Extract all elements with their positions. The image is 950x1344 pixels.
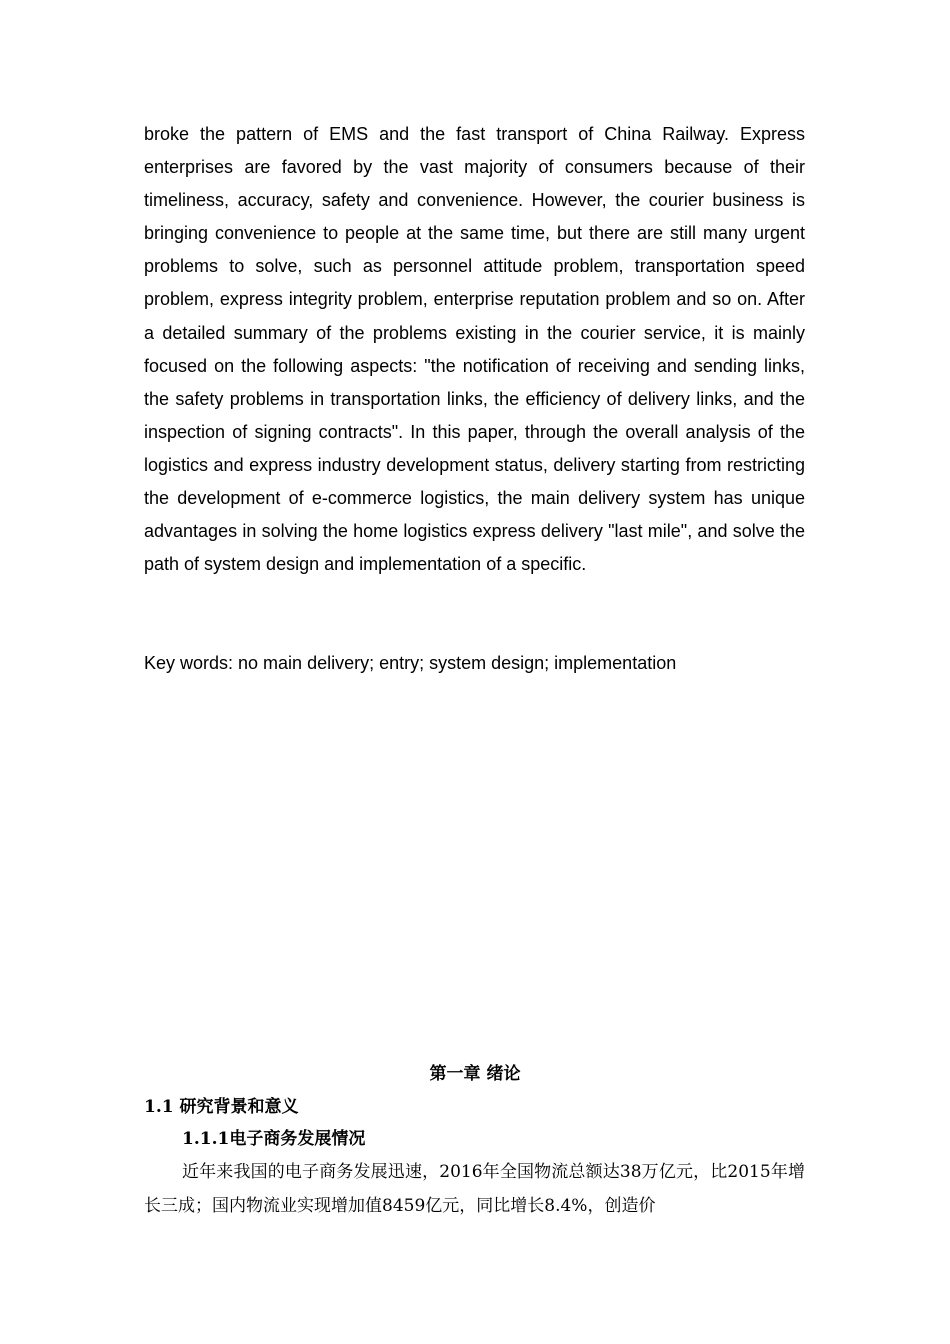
section-heading: 1.1 研究背景和意义 — [144, 1097, 299, 1117]
keywords-line: Key words: no main delivery; entry; system design; implementation — [144, 653, 677, 673]
abstract-paragraph: broke the pattern of EMS and the fast transport of China Railway. Express enterprises are favored by the vast majority of consumers because of their timeliness, accuracy, safety and convenience. However, the courier business is bringing convenience to people at the same time, but there are still many urgent problems to solve, such as personnel attitude problem, transportation speed problem, express integrity problem, enterprise reputation problem and so on. After a detailed summary of the problems existing in the courier service, it is mainly focused on the following aspects: "the notification of receiving and sending links, the safety problems in transportation links, the efficiency of delivery links, and the inspection of signing contracts". In this paper, through the overall analysis of the logistics and express industry development status, delivery starting from restricting the development of e-commerce logistics, the main delivery system has unique advantages in solving the home logistics express delivery "last mile", and solve the path of system design and implementation of a specific. — [144, 124, 805, 575]
chapter-title: 第一章 绪论 — [429, 1064, 521, 1084]
subsection-heading: 1.1.1电子商务发展情况 — [182, 1129, 366, 1149]
body-paragraph: 近年来我国的电子商务发展迅速，2016年全国物流总额达38万亿元，比2015年增长三成；国内物流业实现增加值8459亿元，同比增长8.4%，创造价 — [144, 1162, 805, 1216]
